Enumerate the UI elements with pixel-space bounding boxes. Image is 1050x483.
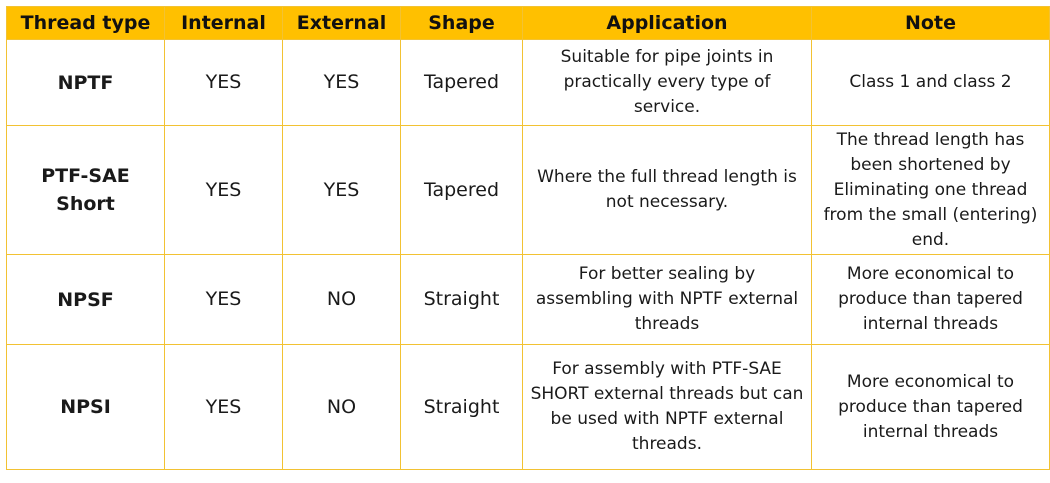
table-row: [7, 255, 1050, 345]
thread-type-cell: NPSI: [7, 345, 165, 470]
note-cell: Class 1 and class 2: [812, 40, 1050, 126]
shape-cell: Straight: [401, 345, 523, 470]
thread-type-cell: PTF-SAE Short: [7, 126, 165, 255]
table-row: [7, 345, 1050, 470]
header-internal: Internal: [165, 7, 283, 40]
application-cell: Suitable for pipe joints in practically every type of service.: [523, 40, 812, 126]
note-cell: More economical to produce than tapered internal threads: [812, 255, 1050, 345]
header-application: Application: [523, 7, 812, 40]
application-cell: For assembly with PTF-SAE SHORT external threads but can be used with NPTF external threads.: [523, 345, 812, 470]
internal-cell: YES: [165, 345, 283, 470]
internal-cell: YES: [165, 126, 283, 255]
shape-cell: Tapered: [401, 40, 523, 126]
header-note: Note: [812, 7, 1050, 40]
external-cell: YES: [283, 40, 401, 126]
table-row: [7, 126, 1050, 255]
internal-cell: YES: [165, 255, 283, 345]
header-external: External: [283, 7, 401, 40]
note-cell: The thread length has been shortened by Eliminating one thread from the small (entering) end.: [812, 126, 1050, 255]
thread-type-cell: NPTF: [7, 40, 165, 126]
external-cell: YES: [283, 126, 401, 255]
external-cell: NO: [283, 255, 401, 345]
external-cell: NO: [283, 345, 401, 470]
shape-cell: Straight: [401, 255, 523, 345]
table-row: [7, 40, 1050, 126]
table-header-row: [7, 7, 1050, 40]
internal-cell: YES: [165, 40, 283, 126]
note-cell: More economical to produce than tapered internal threads: [812, 345, 1050, 470]
header-shape: Shape: [401, 7, 523, 40]
shape-cell: Tapered: [401, 126, 523, 255]
thread-type-cell: NPSF: [7, 255, 165, 345]
application-cell: For better sealing by assembling with NPTF external threads: [523, 255, 812, 345]
header-thread-type: Thread type: [7, 7, 165, 40]
application-cell: Where the full thread length is not necessary.: [523, 126, 812, 255]
thread-comparison-table: [6, 6, 1050, 470]
